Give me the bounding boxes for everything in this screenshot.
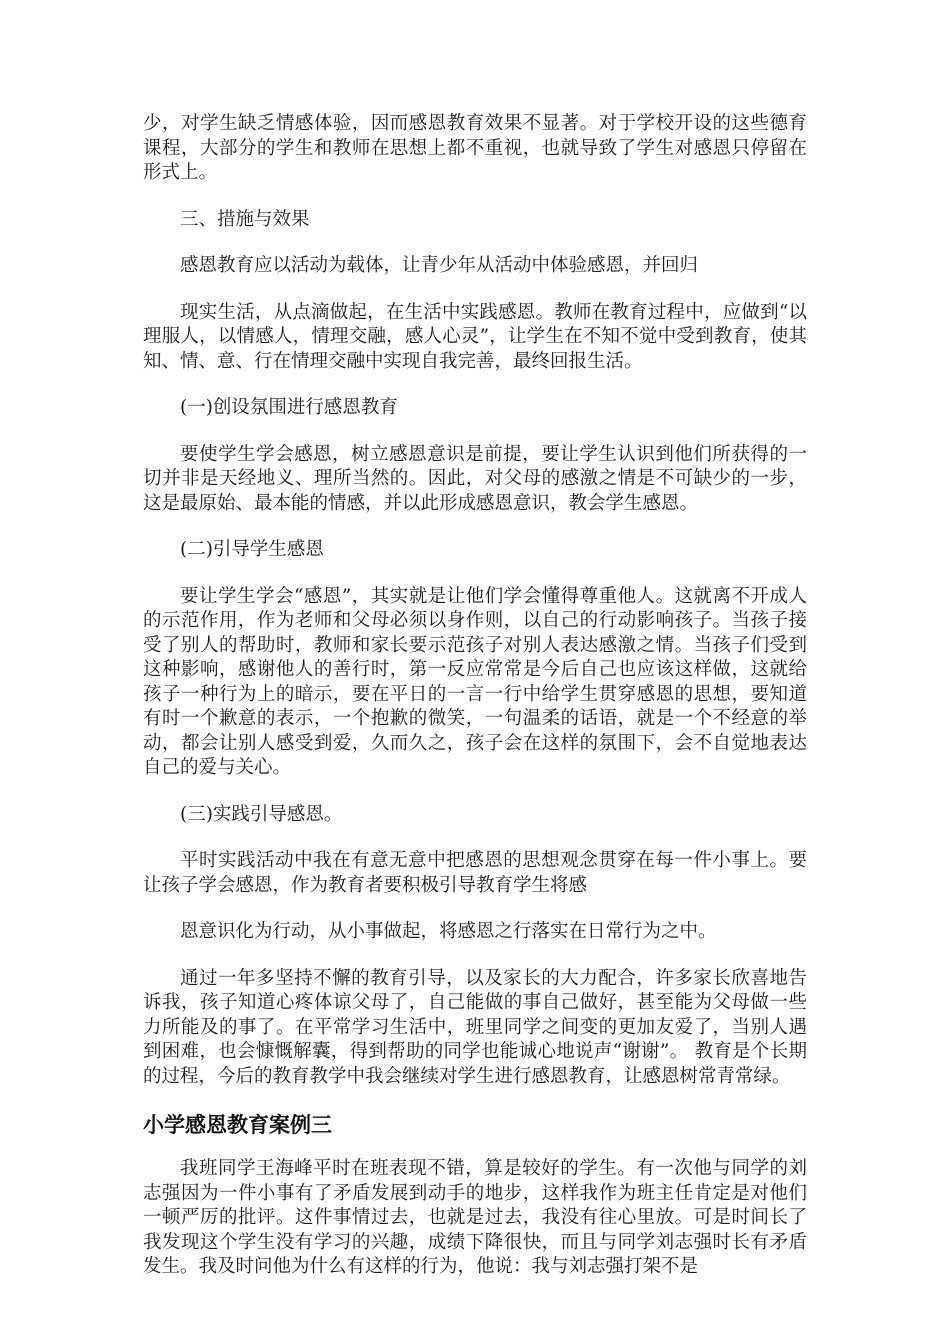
section-heading-case-three: 小学感恩教育案例三 <box>143 1113 332 1137</box>
paragraph-intro-continuation: 少，对学生缺乏情感体验，因而感恩教育效果不显著。对于学校开设的这些德育课程，大部分的学生和教师在思想上都不重视，也就导致了学生对感恩只停留在形式上。 <box>143 113 807 183</box>
paragraph-gratitude-awareness: 要使学生学会感恩，树立感恩意识是前提，要让学生认识到他们所获得的一切并非是天经地义、理所当然的。因此，对父母的感激之情是不可缺少的一步，这是最原始、最本能的情感，并以此形成感恩意识，教会学生感恩。 <box>143 443 807 514</box>
paragraph-results: 通过一年多坚持不懈的教育引导，以及家长的大力配合，许多家长欣喜地告诉我，孩子知道心疼体谅父母了，自己能做的事自己做好，甚至能为父母做一些力所能及的事了。在平常学习生活中，班里同学之间变的更加友爱了，当别人遇到困难，也会慷慨解囊，得到帮助的同学也能诚心地说声“谢谢”。 教育是个长期的过程，今后的教育教学中我会继续对学生进行感恩教育，让感恩树常青常绿。 <box>143 967 807 1087</box>
paragraph-real-life: 现实生活，从点滴做起，在生活中实践感恩。教师在教育过程中，应做到“以理服人，以情感人，情理交融，感人心灵”，让学生在不知不觉中受到教育，使其知、情、意、行在情理交融中实现自我完善，最终回报生活。 <box>143 301 807 372</box>
paragraph-role-model: 要让学生学会“感恩”，其实就是让他们学会懂得尊重他人。这就离不开成人的示范作用，作为老师和父母必须以身作则，以自己的行动影响孩子。当孩子接受了别人的帮助时，教师和家长要示范孩子对别人表达感激之情。当孩子们受到这种影响，感谢他人的善行时，第一反应常常是今后自己也应该这样做，这就给孩子一种行为上的暗示，要在平日的一言一行中给学生贯穿感恩的思想，要知道有时一个歉意的表示，一个抱歉的微笑，一句温柔的话语，就是一个不经意的举动，都会让别人感受到爱，久而久之，孩子会在这样的氛围下，会不自觉地表达自己的爱与关心。 <box>143 585 807 778</box>
paragraph-practice-activities: 平时实践活动中我在有意无意中把感恩的思想观念贯穿在每一件小事上。要让孩子学会感恩，作为教育者要积极引导教育学生将感 <box>143 850 807 896</box>
paragraph-action: 恩意识化为行动，从小事做起，将感恩之行落实在日常行为之中。 <box>180 921 717 942</box>
subheading-practice: (三)实践引导感恩。 <box>180 803 343 825</box>
subheading-atmosphere: (一)创设氛围进行感恩教育 <box>180 397 398 418</box>
subheading-guide-students: (二)引导学生感恩 <box>180 539 324 560</box>
document-body <box>143 112 807 1302</box>
paragraph-activity-carrier: 感恩教育应以活动为载体，让青少年从活动中体验感恩，并回归 <box>180 255 699 276</box>
section-title-measures: 三、措施与效果 <box>180 208 310 230</box>
paragraph-case-three: 我班同学王海峰平时在班表现不错，算是较好的学生。有一次他与同学的刘志强因为一件小事有了矛盾发展到动手的地步，这样我作为班主任肯定是对他们一顿严厉的批评。这件事情过去，也就是过去，我没有往心里放。可是时间长了我发现这个学生没有学习的兴趣，成绩下降很快，而且与同学刘志强时长有矛盾发生。我及时问他为什么有这样的行为，他说：我与刘志强打架不是 <box>143 1158 807 1277</box>
